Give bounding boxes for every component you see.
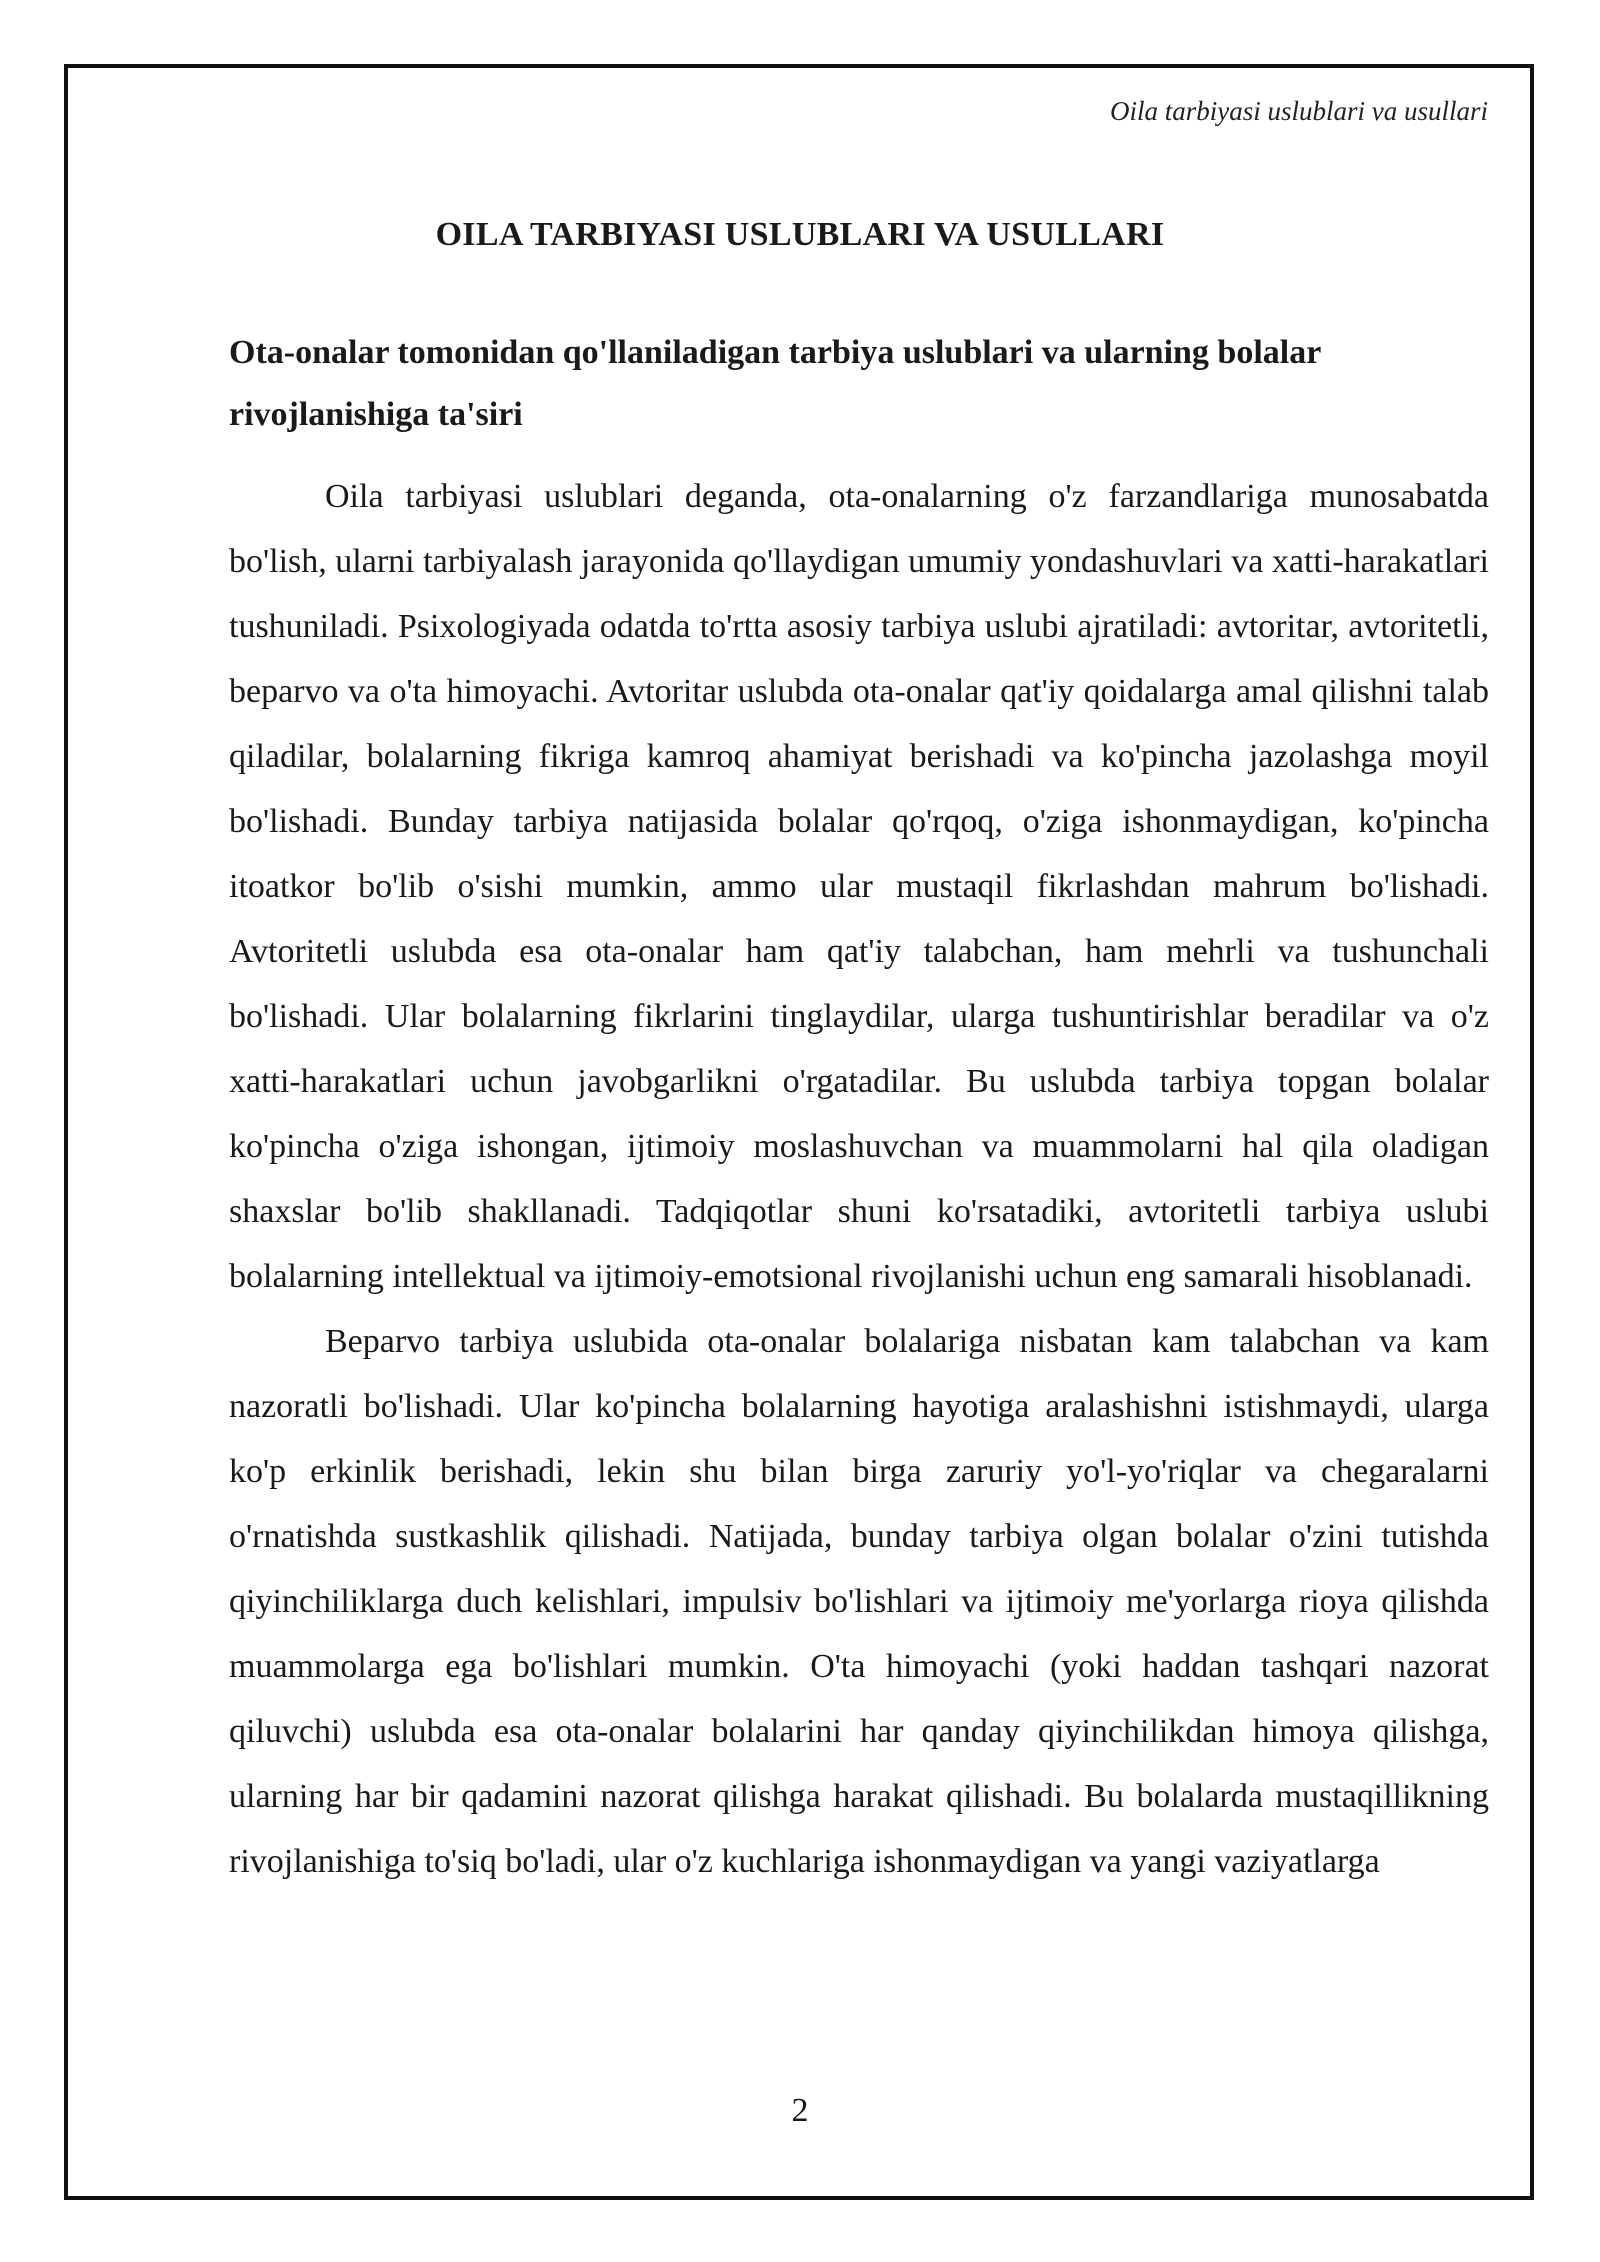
paragraph-1: Oila tarbiyasi uslublari deganda, ota-onalarning o'z farzandlariga munosabatda bo'lish, ularni tarbiyalash jarayonida qo'llaydigan umumiy yondashuvlari va xatti-harakatlari tushuniladi. Psixologiyada odatda to'rtta asosiy tarbiya uslubi ajratiladi: avtoritar, avtoritetli, beparvo va o'ta himoyachi. Avtoritar uslubda ota-onalar qat'iy qoidalarga amal qilishni talab qiladilar, bolalarning fikriga kamroq ahamiyat berishadi va ko'pincha jazolashga moyil bo'lishadi. Bunday tarbiya natijasida bolalar qo'rqoq, o'ziga ishonmaydigan, ko'pincha itoatkor bo'lib o'sishi mumkin, ammo ular mustaqil fikrlashdan mahrum bo'lishadi. Avtoritetli uslubda esa ota-onalar ham qat'iy talabchan, ham mehrli va tushunchali bo'lishadi. Ular bolalarning fikrlarini tinglaydilar, ularga tushuntirishlar beradilar va o'z xatti-harakatlari uchun javobgarlikni o'rgatadilar. Bu uslubda tarbiya topgan bolalar ko'pincha o'ziga ishongan, ijtimoiy moslashuvchan va muammolarni hal qila oladigan shaxslar bo'lib shakllanadi. Tadqiqotlar shuni ko'rsatadiki, avtoritetli tarbiya uslubi bolalarning intellektual va ijtimoiy-emotsional rivojlanishi uchun eng samarali hisoblanadi. (229, 478, 1489, 1295)
running-header: Oila tarbiyasi uslublari va usullari (1109, 96, 1488, 126)
body-text (229, 464, 1489, 1894)
document-title: OILA TARBIYASI USLUBLARI VA USULLARI (435, 216, 1165, 253)
section-heading: Ota-onalar tomonidan qo'llaniladigan tarbiya uslublari va ularning bolalar rivojlanishiga ta'siri (229, 334, 1321, 433)
paragraph-2: Beparvo tarbiya uslubida ota-onalar bolalariga nisbatan kam talabchan va kam nazoratli bo'lishadi. Ular ko'pincha bolalarning hayotiga aralashishni istishmaydi, ularga ko'p erkinlik berishadi, lekin shu bilan birga zaruriy yo'l-yo'riqlar va chegaralarni o'rnatishda sustkashlik qilishadi. Natijada, bunday tarbiya olgan bolalar o'zini tutishda qiyinchiliklarga duch kelishlari, impulsiv bo'lishlari va ijtimoiy me'yorlarga rioya qilishda muammolarga ega bo'lishlari mumkin. O'ta himoyachi (yoki haddan tashqari nazorat qiluvchi) uslubda esa ota-onalar bolalarini har qanday qiyinchilikdan himoya qilishga, ularning har bir qadamini nazorat qilishga harakat qilishadi. Bu bolalarda mustaqillikning rivojlanishiga to'siq bo'ladi, ular o'z kuchlariga ishonmaydigan va yangi vaziyatlarga (229, 1323, 1489, 1880)
page-number: 2 (791, 2092, 809, 2129)
